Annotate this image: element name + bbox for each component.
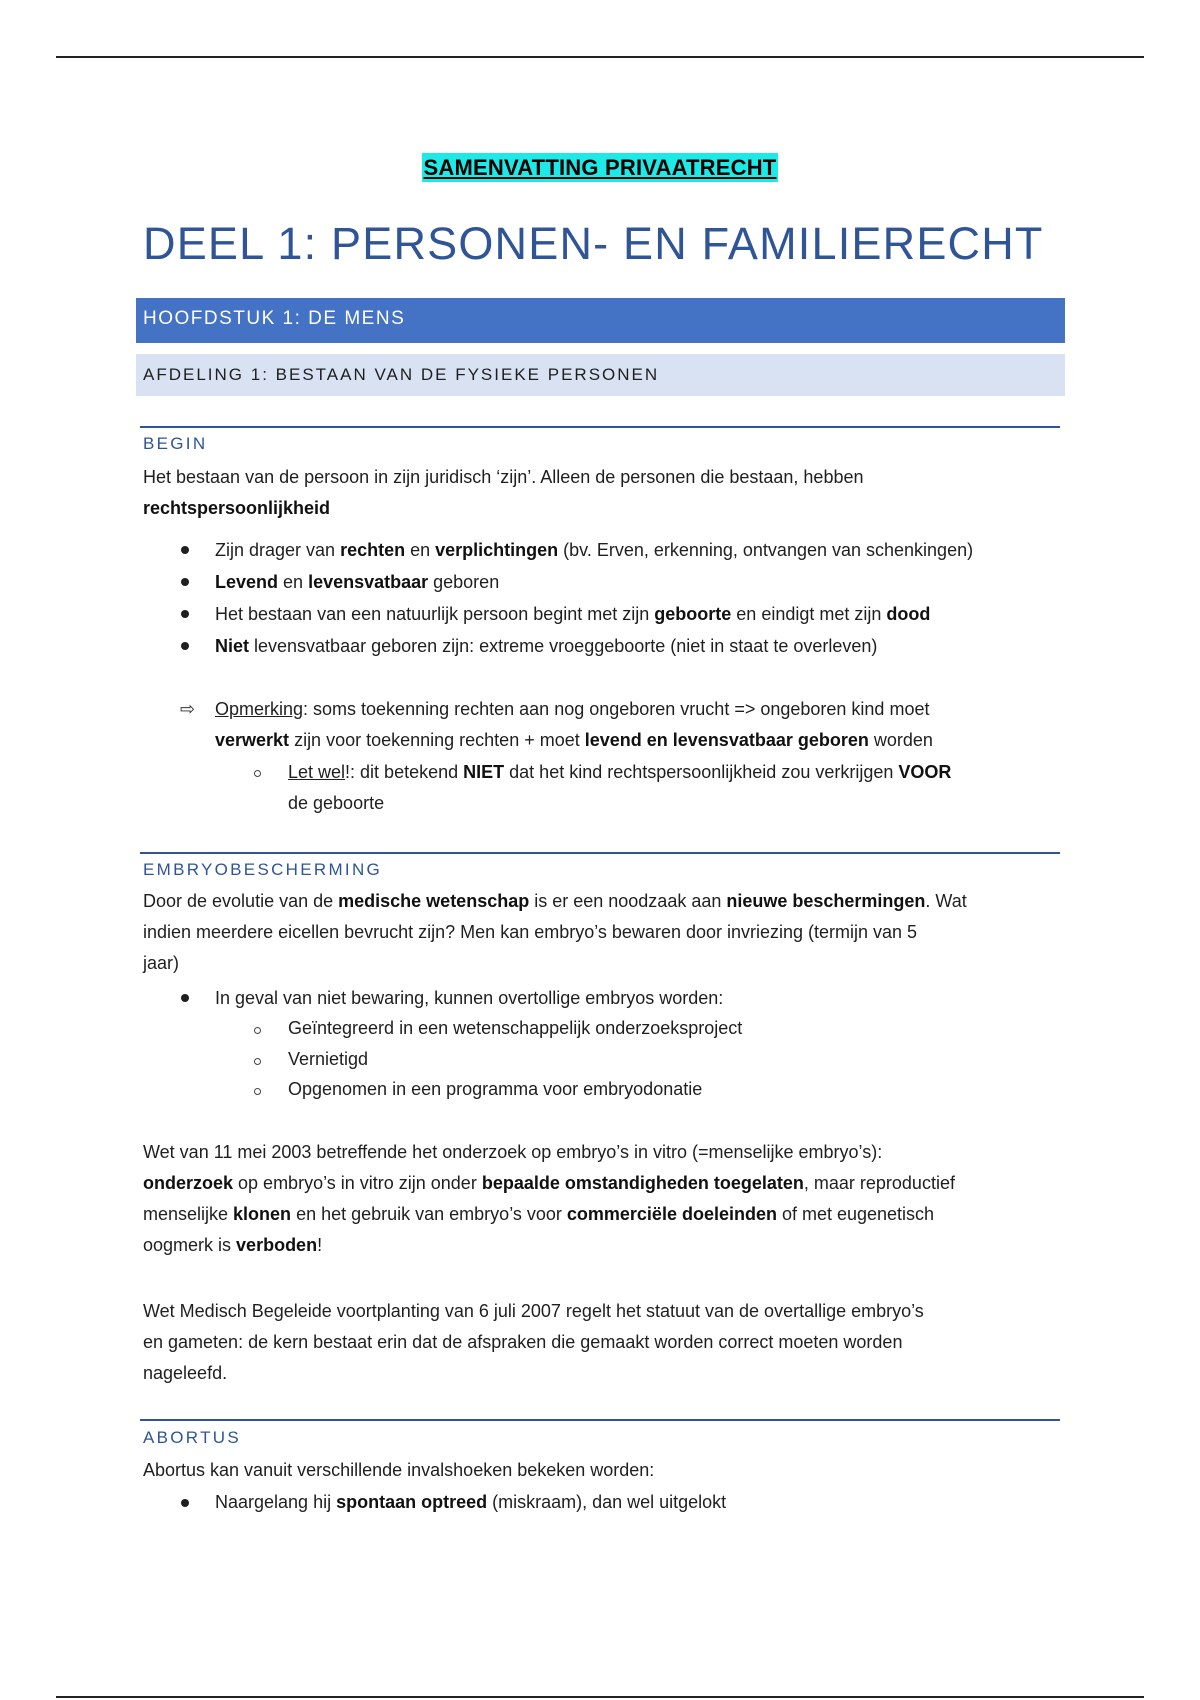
bottom-rule bbox=[56, 1696, 1144, 1698]
circle-bullet-icon bbox=[254, 1088, 261, 1095]
sub-list-item: Opgenomen in een programma voor embryodonatie bbox=[288, 1079, 703, 1099]
abortus-intro: Abortus kan vanuit verschillende invalshoeken bekeken worden: bbox=[143, 1460, 655, 1480]
bullet-icon bbox=[181, 546, 189, 554]
bullet-icon bbox=[181, 1499, 189, 1507]
list-item: In geval van niet bewaring, kunnen overtollige embryos worden: bbox=[215, 988, 724, 1008]
list-item: Naargelang hij spontaan optreed (miskraam), dan wel uitgelokt bbox=[215, 1492, 727, 1512]
sub-list-item: Geïntegreerd in een wetenschappelijk onderzoeksproject bbox=[288, 1018, 743, 1038]
begin-intro-bold: rechtspersoonlijkheid bbox=[143, 498, 331, 518]
list-item: Het bestaan van een natuurlijk persoon begint met zijn geboorte en eindigt met zijn dood bbox=[215, 604, 931, 624]
embryo-paragraph-1: Door de evolutie van de medische wetenschap is er een noodzaak aan nieuwe beschermingen. Wat indien meerdere eicellen bevrucht zijn? Men kan embryo’s bewaren door invriezing (termijn van 5 jaar) bbox=[143, 891, 967, 973]
list-item: Niet levensvatbaar geboren zijn: extreme vroeggeboorte (niet in staat te overleven) bbox=[215, 636, 878, 656]
circle-bullet-icon bbox=[254, 770, 261, 777]
top-rule bbox=[56, 56, 1144, 58]
arrow-icon: ⇨ bbox=[180, 699, 196, 719]
subheading-rule bbox=[140, 852, 1060, 854]
circle-bullet-icon bbox=[254, 1027, 261, 1034]
title-wrap bbox=[0, 153, 1200, 182]
section-heading: AFDELING 1: BESTAAN VAN DE FYSIEKE PERSONEN bbox=[136, 354, 1065, 396]
subheading-rule bbox=[140, 426, 1060, 428]
subheading-begin: BEGIN bbox=[143, 434, 208, 453]
bullet-icon bbox=[181, 578, 189, 586]
subheading-rule bbox=[140, 1419, 1060, 1421]
embryo-paragraph-2: Wet van 11 mei 2003 betreffende het onderzoek op embryo’s in vitro (=menselijke embryo’s): onderzoek op embryo’s in vitro zijn onder bepaalde omstandigheden toegelaten, maar reproductief menselijke klonen en het gebruik van embryo’s voor commerciële doeleinden of met eugenetisch oogmerk is verboden! bbox=[143, 1142, 955, 1255]
list-item: Levend en levensvatbaar geboren bbox=[215, 572, 500, 592]
begin-intro-text: Het bestaan van de persoon in zijn juridisch ‘zijn’. Alleen de personen die bestaan, hebben bbox=[143, 467, 864, 487]
list-item: Zijn drager van rechten en verplichtingen (bv. Erven, erkenning, ontvangen van schenkingen) bbox=[215, 540, 974, 560]
embryo-paragraph-3: Wet Medisch Begeleide voortplanting van 6 juli 2007 regelt het statuut van de overtallige embryo’s en gameten: de kern bestaat erin dat de afspraken die gemaakt worden correct moeten worden nageleefd. bbox=[143, 1301, 924, 1383]
begin-intro bbox=[143, 462, 1073, 524]
chapter-heading: HOOFDSTUK 1: DE MENS bbox=[136, 298, 1065, 343]
bullet-icon bbox=[181, 642, 189, 650]
circle-bullet-icon bbox=[254, 1058, 261, 1065]
subheading-embryo: EMBRYOBESCHERMING bbox=[143, 860, 383, 879]
sub-list-item: Let wel!: dit betekend NIET dat het kind rechtspersoonlijkheid zou verkrijgen VOOR de geboorte bbox=[288, 762, 952, 813]
part-title: DEEL 1: PERSONEN- EN FAMILIERECHT bbox=[143, 218, 1044, 269]
bullet-icon bbox=[181, 610, 189, 618]
subheading-abortus: ABORTUS bbox=[143, 1428, 241, 1447]
bullet-icon bbox=[181, 994, 189, 1002]
document-title: SAMENVATTING PRIVAATRECHT bbox=[423, 155, 777, 180]
remark: Opmerking: soms toekenning rechten aan nog ongeboren vrucht => ongeboren kind moet verwerkt zijn voor toekenning rechten + moet levend en levensvatbaar geboren worden bbox=[215, 699, 933, 750]
sub-list-item: Vernietigd bbox=[288, 1049, 369, 1069]
